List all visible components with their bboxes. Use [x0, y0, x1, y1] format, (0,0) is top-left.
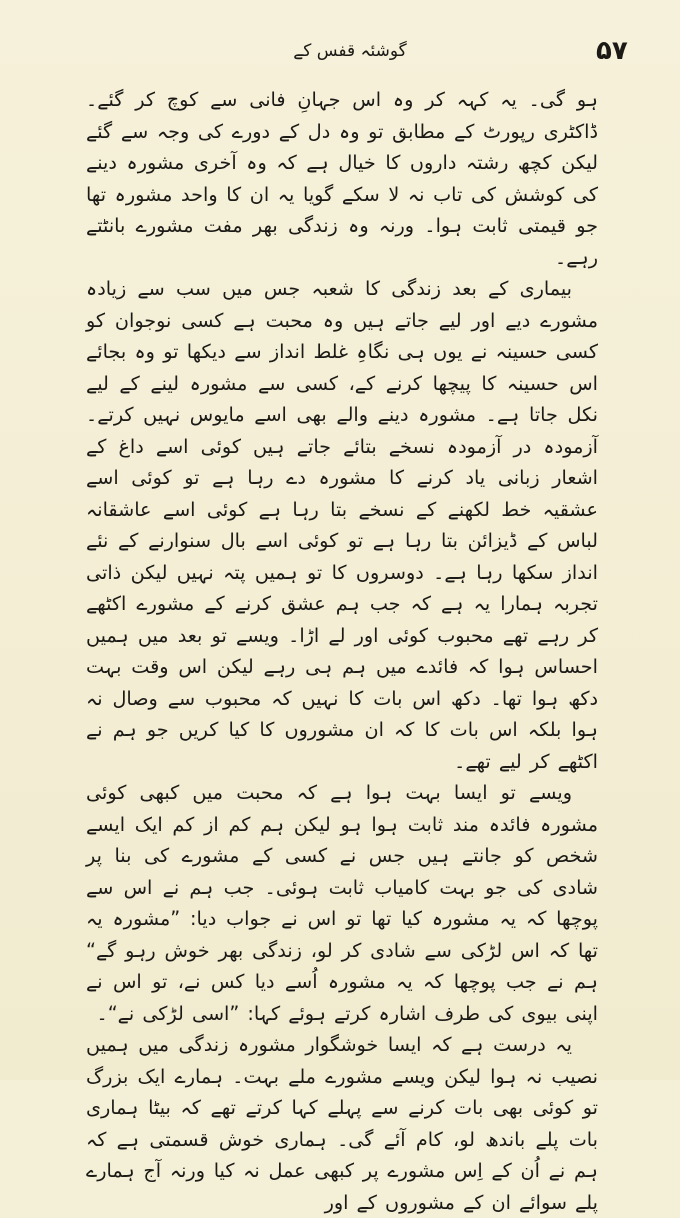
paragraph: ویسے تو ایسا بہت ہوا ہے کہ محبت میں کبھی کوئی مشورہ فائدہ مند ثابت ہوا ہو لیکن ہم کم از کم ایک ایسے شخص کو جانتے ہیں جس نے کسی کے مشورے کی بنا پر شادی کی جو بہت کامیاب ثابت ہوئی۔ جب ہم نے اس سے پوچھا کہ یہ مشورہ کیا تھا تو اس نے جواب دیا: ”مشورہ یہ تھا کہ اس لڑکی سے شادی کر لو، زندگی بھر خوش رہو گے“ ہم نے جب پوچھا کہ یہ مشورہ اُسے دیا کس نے، تو اس نے اپنی بیوی کی طرف اشارہ کرتے ہوئے کہا: ”اسی لڑکی نے“۔: [86, 781, 598, 1025]
running-title: گوشئہ قفس کے: [293, 41, 407, 61]
paragraph: بیماری کے بعد زندگی کا شعبہ جس میں سب سے زیادہ مشورے دیے اور لیے جاتے ہیں وہ محبت ہے کسی نوجوان کو کسی حسینہ نے یوں ہی نگاہِ غلط انداز سے دیکھا تو وہ بجائے اس حسینہ کا پیچھا کرنے کے، کسی سے مشورہ لینے کے لیے نکل جاتا ہے۔ مشورہ دینے والے بھی اسے مایوس نہیں کرتے۔ آزمودہ در آزمودہ نسخے بتائے جاتے ہیں کوئی اسے داغ کے اشعار زبانی یاد کرنے کا مشورہ دے رہا ہے تو کوئی اسے عشقیہ خط لکھنے کے نسخے بتا رہا ہے کوئی اسے عاشقانہ لباس کے ڈیزائن بتا رہا ہے تو کوئی اسے بال سنوارنے کے نئے انداز سکھا رہا ہے۔ دوسروں کا تو ہمیں پتہ نہیں لیکن ذاتی تجربہ ہمارا یہ ہے کہ جب ہم عشق کرنے کے مشورے اکٹھے کر رہے تھے محبوب کوئی اور لے اڑا۔ ویسے تو بعد میں ہمیں احساس ہوا کہ فائدے میں ہم ہی رہے لیکن اس وقت بہت دکھ ہوا تھا۔ دکھ اس بات کا نہیں کہ محبوب سے وصال نہ ہوا بلکہ اس بات کا کہ ان مشوروں کا کیا کریں جو ہم نے اکٹھے کر لیے تھے۔: [86, 277, 598, 773]
page-number: ۵۷: [596, 36, 628, 66]
page-header: [0, 30, 680, 74]
paragraph: یہ درست ہے کہ ایسا خوشگوار مشورہ زندگی میں ہمیں نصیب نہ ہوا لیکن ویسے مشورے ملے بہت۔ ہمارے ایک بزرگ تو کوئی بھی بات کرنے سے پہلے کہا کرتے تھے کہ بیٹا ہماری بات پلے باندھ لو، کام آئے گی۔ ہماری خوش قسمتی ہے کہ ہم نے اُن کے اِس مشورے پر کبھی عمل نہ کیا ورنہ آج ہمارے پلے سوائے ان کے مشوروں کے اور: [86, 1033, 598, 1214]
paragraph: ہو گی۔ یہ کہہ کر وہ اس جہانِ فانی سے کوچ کر گئے۔ ڈاکٹری رپورٹ کے مطابق تو وہ دل کے دورے کی وجہ سے گئے لیکن کچھ رشتہ داروں کا خیال ہے کہ وہ آخری مشورہ دینے کی کوشش کی تاب نہ لا سکے گویا یہ ان کا واحد مشورہ تھا جو قیمتی ثابت ہوا۔ ورنہ وہ زندگی بھر مفت مشورے بانٹتے رہے۔: [86, 88, 598, 269]
body-text: [86, 84, 598, 1218]
